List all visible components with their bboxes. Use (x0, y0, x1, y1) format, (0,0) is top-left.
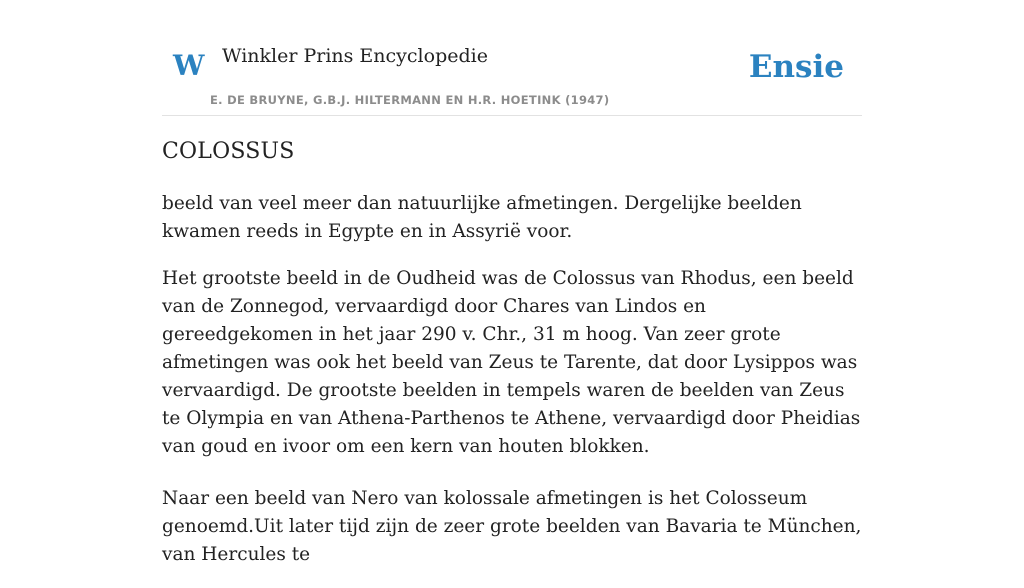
article (162, 138, 862, 588)
winkler-prins-logo[interactable]: W (173, 49, 205, 82)
encyclopedia-title-link[interactable]: Winkler Prins Encyclopedie (222, 45, 488, 67)
article-title: COLOSSUS (162, 139, 295, 164)
site-header (162, 36, 862, 116)
article-paragraph: beeld van veel meer dan natuurlijke afmetingen. Dergelijke beelden kwamen reeds in Egypte en in Assyrië voor. (162, 192, 802, 242)
article-paragraph: Naar een beeld van Nero van kolossale afmetingen is het Colosseum genoemd.Uit later tijd zijn de zeer grote beelden van Bavaria te München, van Hercules te (162, 487, 862, 565)
authors-line: E. DE BRUYNE, G.B.J. HILTERMANN EN H.R. HOETINK (1947) (210, 93, 610, 107)
ensie-brand-logo[interactable]: Ensie (748, 49, 844, 85)
article-paragraph: Het grootste beeld in de Oudheid was de Colossus van Rhodus, een beeld van de Zonnegod, vervaardigd door Chares van Lindos en gereedgekomen in het jaar 290 v. Chr., 31 m hoog. Van zeer grote afmetingen was ook het beeld van Zeus te Tarente, dat door Lysippos was vervaardigd. De grootste beelden in tempels waren de beelden van Zeus te Olympia en van Athena-Parthenos te Athene, vervaardigd door Pheidias van goud en ivoor om een kern van houten blokken. (162, 267, 861, 457)
